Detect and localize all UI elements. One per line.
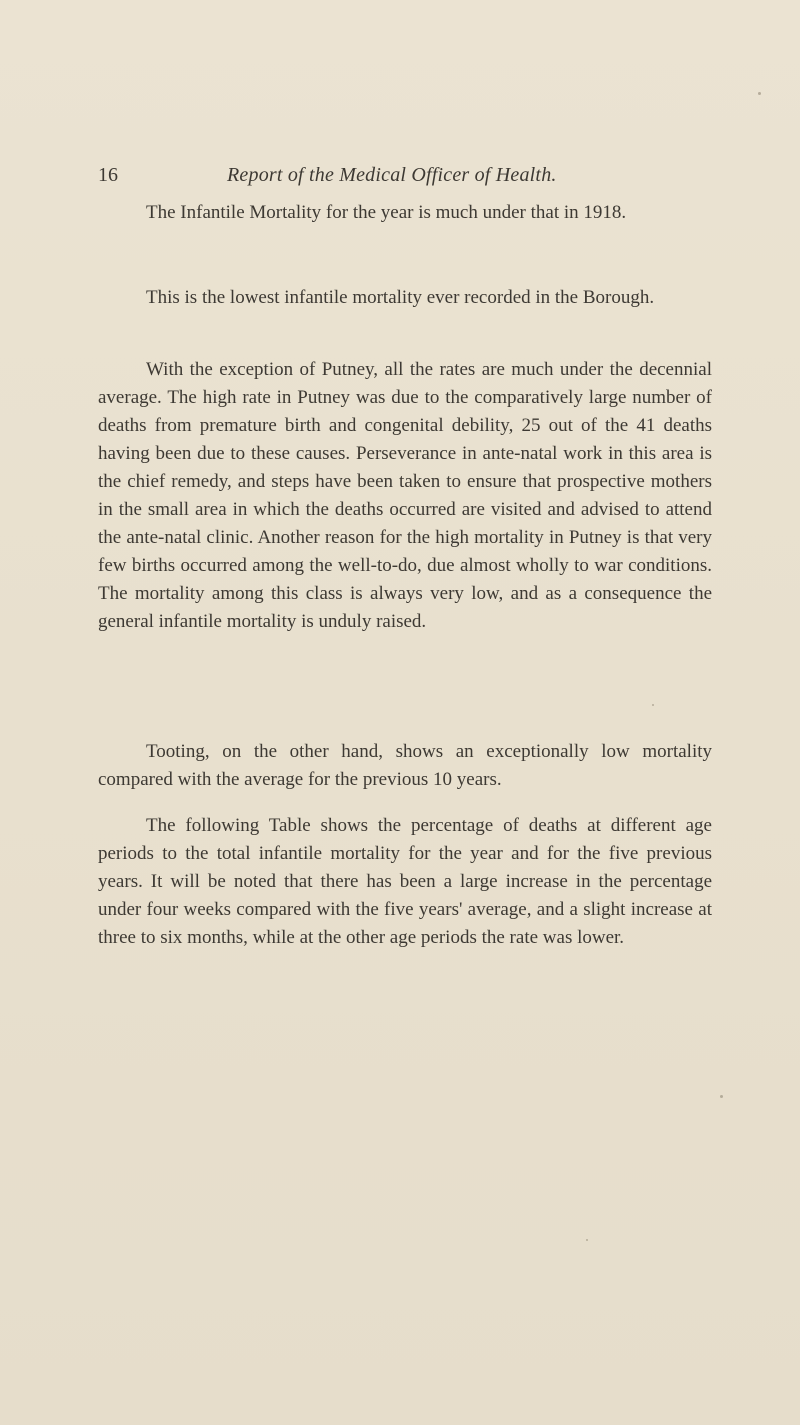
- paper-speck: [758, 92, 761, 95]
- paper-speck: [652, 704, 654, 706]
- paragraph-infantile-mortality: The Infantile Mortality for the year is much under that in 1918.: [146, 202, 627, 223]
- page-number: 16: [98, 164, 118, 186]
- paper-speck: [720, 1095, 723, 1098]
- page-header: [98, 161, 712, 189]
- paragraph-following-table: The following Table shows the percentage of deaths at different age periods to the total infantile mortality for the year and for the five previous years. It will be noted that there has been a large increase in the percentage under four weeks compared with the five years' average, and a slight increase at three to six months, while at the other age periods the rate was lower.: [98, 815, 712, 948]
- paper-speck: [586, 1239, 588, 1241]
- running-title: Report of the Medical Officer of Health.: [227, 164, 557, 186]
- paragraph-lowest-mortality: This is the lowest infantile mortality ever recorded in the Borough.: [146, 287, 655, 308]
- paragraph-putney-exception: With the exception of Putney, all the rates are much under the decennial average. The high rate in Putney was due to the comparatively large number of deaths from premature birth and congenital debility, 25 out of the 41 deaths having been due to these causes. Perseverance in ante-natal work in this area is the chief remedy, and steps have been taken to ensure that prospective mothers in the small area in which the deaths occurred are visited and advised to attend the ante-natal clinic. Another reason for the high mortality in Putney is that very few births occurred among the well-to-do, due almost wholly to war conditions. The mortality among this class is always very low, and as a consequence the general infantile mortality is unduly raised.: [98, 359, 712, 632]
- paragraph-tooting: Tooting, on the other hand, shows an exceptionally low mortality compared with the average for the previous 10 years.: [98, 741, 712, 790]
